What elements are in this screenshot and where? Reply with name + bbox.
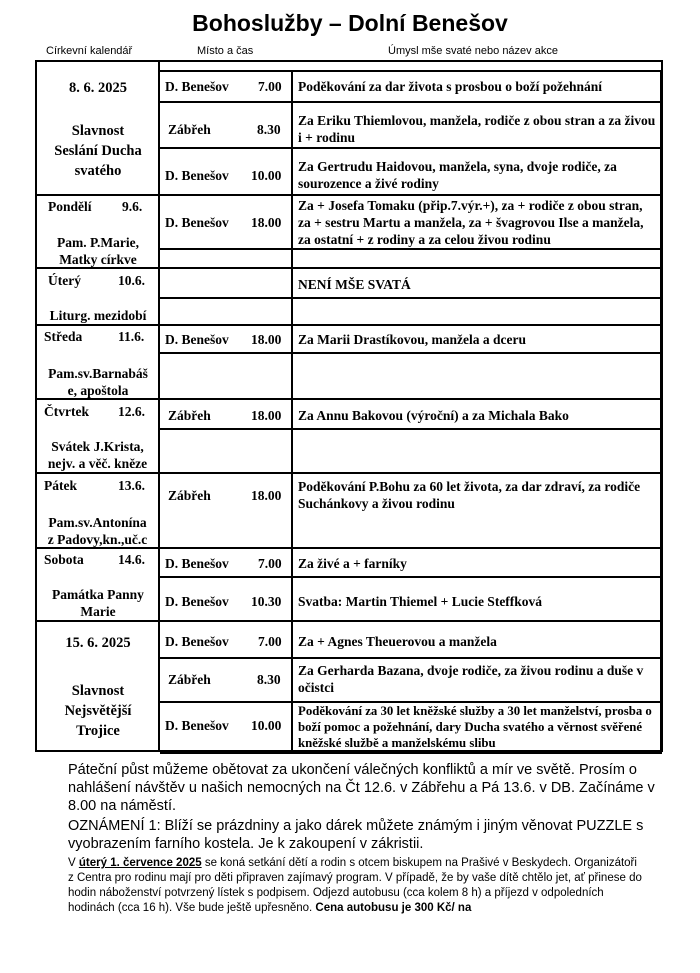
row-separator	[160, 428, 662, 430]
day-date: 13.6.	[118, 478, 145, 493]
row-separator	[160, 297, 662, 299]
column-divider-right	[291, 70, 293, 754]
service-intention: Za + Josefa Tomaku (přip.7.výr.+), za + rodiče z obou stran, za + sestru Martu a manžela, za + švagrovou Ilse a manžela, za ostatní + z rodiny a za celou živou rodinu	[298, 198, 644, 247]
service-intention: Za Gertrudu Haidovou, manžela, syna, dvoje rodiče, za sourozence a živé rodiny	[298, 159, 617, 191]
service-place: D. Benešov	[165, 556, 229, 571]
service-intention: Svatba: Martin Thiemel + Lucie Steffková	[298, 594, 543, 609]
service-place: Zábřeh	[168, 122, 211, 137]
service-time: 18.00	[251, 408, 282, 423]
day-note: Památka Panny Marie	[52, 587, 144, 619]
service-time: 8.30	[257, 672, 281, 687]
service-intention: Poděkování za 30 let kněžské služby a 30 let manželství, prosba o boží pomoc a požehnání, dary Ducha svatého a věrnost svěřené kněžské službě a manželskému slibu	[298, 704, 652, 750]
column-header-place-time: Místo a čas	[197, 45, 254, 57]
day-note: Svátek J.Krista, nejv. a věč. kněze	[47, 439, 148, 471]
service-place: D. Benešov	[165, 332, 229, 347]
column-header-intention: Úmysl mše svaté nebo název akce	[388, 45, 558, 57]
event-date: úterý 1. července 2025	[78, 857, 202, 869]
day-note: Pam.sv.Barnabáš e, apoštola	[48, 366, 148, 398]
table-right-border	[660, 70, 662, 754]
row-separator	[160, 101, 662, 103]
day-date: 10.6.	[118, 273, 145, 288]
day-date: 11.6.	[118, 329, 145, 344]
day-date: 9.6.	[122, 199, 143, 214]
day-note: Pam. P.Marie, Matky církve	[57, 235, 139, 267]
feast-date: 8. 6. 2025	[69, 80, 127, 96]
row-separator	[160, 576, 662, 578]
service-time: 18.00	[251, 332, 282, 347]
bus-price: Cena autobusu je 300 Kč/ na	[315, 902, 472, 914]
service-time: 10.30	[251, 594, 282, 609]
day-date: 12.6.	[118, 404, 145, 419]
service-time: 18.00	[251, 215, 282, 230]
service-intention: Za + Agnes Theuerovou a manžela	[298, 634, 497, 649]
service-intention: NENÍ MŠE SVATÁ	[298, 277, 411, 292]
service-place: D. Benešov	[165, 168, 229, 183]
feast-name: Slavnost Seslání Ducha svatého	[54, 123, 142, 179]
column-header-calendar: Církevní kalendář	[46, 45, 133, 57]
service-time: 7.00	[258, 79, 282, 94]
day-note: Pam.sv.Antonína z Padovy,kn.,uč.c	[47, 515, 148, 547]
service-intention: Poděkování za dar života s prosbou o boží požehnání	[298, 79, 603, 94]
service-place: Zábřeh	[168, 408, 211, 423]
day-date: 14.6.	[118, 552, 145, 567]
day-name: Sobota	[44, 552, 84, 567]
service-intention: Poděkování P.Bohu za 60 let života, za dar zdraví, za rodiče Suchánkovy a živou rodinu	[298, 479, 641, 511]
service-place: Zábřeh	[168, 672, 211, 687]
row-separator	[160, 352, 662, 354]
service-place: D. Benešov	[165, 79, 229, 94]
row-separator	[160, 248, 662, 250]
column-divider-left	[158, 62, 160, 752]
note-paragraph-1: Páteční půst můžeme obětovat za ukončení válečných konfliktů a mír ve světě. Prosím o nahlášení návštěv u našich nemocných na Čt 12.6. v Zábřehu a Pá 13.6. v DB. Začínáme v 8.00 na náměstí.	[68, 762, 655, 814]
note-paragraph-3: V úterý 1. července 2025 se koná setkání dětí a rodin s otcem biskupem na Prašivé v Beskydech. Organizátoři z Centra pro rodinu mají pro děti připraven zajímavý program. V případě, že by vaše dítě chtělo jet, ať přinese do hodin náboženství potvrzený lístek s podpisem. Odjezd autobusu (cca kolem 8 h) a příjezd v odpoledních hodinách (cca 16 h). Vše bude ještě upřesněno. Cena autobusu je 300 Kč/ na	[68, 857, 642, 914]
feast-name: Slavnost Nejsvětější Trojice	[64, 683, 132, 739]
service-time: 8.30	[257, 122, 281, 137]
service-intention: Za Annu Bakovou (výroční) a za Michala Bako	[298, 408, 569, 423]
service-time: 10.00	[251, 718, 282, 733]
note-paragraph-2: OZNÁMENÍ 1: Blíží se prázdniny a jako dárek můžete známým i jiným věnovat PUZZLE s vyobrazením farního kostela. Je k zakoupení v zákristii.	[68, 818, 644, 852]
day-name: Úterý	[48, 273, 81, 288]
day-name: Pondělí	[48, 199, 92, 214]
table-bottom-border	[160, 752, 662, 754]
service-place: D. Benešov	[165, 594, 229, 609]
day-note: Liturg. mezidobí	[49, 308, 147, 323]
service-intention: Za Gerharda Bazana, dvoje rodiče, za živou rodinu a duše v očistci	[298, 663, 644, 695]
service-time: 18.00	[251, 488, 282, 503]
feast-date: 15. 6. 2025	[65, 635, 131, 651]
service-time: 10.00	[251, 168, 282, 183]
day-separator	[37, 472, 662, 474]
page-title: Bohoslužby – Dolní Benešov	[192, 10, 508, 36]
day-separator	[37, 324, 662, 326]
service-intention: Za Eriku Thiemlovou, manžela, rodiče z obou stran a za živou i + rodinu	[298, 113, 656, 145]
service-place: D. Benešov	[165, 718, 229, 733]
day-name: Pátek	[44, 478, 77, 493]
service-place: D. Benešov	[165, 634, 229, 649]
service-place: Zábřeh	[168, 488, 211, 503]
service-intention: Za Marii Drastíkovou, manžela a dceru	[298, 332, 526, 347]
day-name: Čtvrtek	[44, 404, 89, 419]
day-separator	[37, 620, 662, 622]
row-separator	[160, 147, 662, 149]
day-separator	[37, 194, 662, 196]
service-time: 7.00	[258, 634, 282, 649]
service-time: 7.00	[258, 556, 282, 571]
service-intention: Za živé a + farníky	[298, 556, 407, 571]
row-separator	[160, 70, 662, 72]
service-place: D. Benešov	[165, 215, 229, 230]
day-name: Středa	[44, 329, 83, 344]
row-separator	[160, 657, 662, 659]
